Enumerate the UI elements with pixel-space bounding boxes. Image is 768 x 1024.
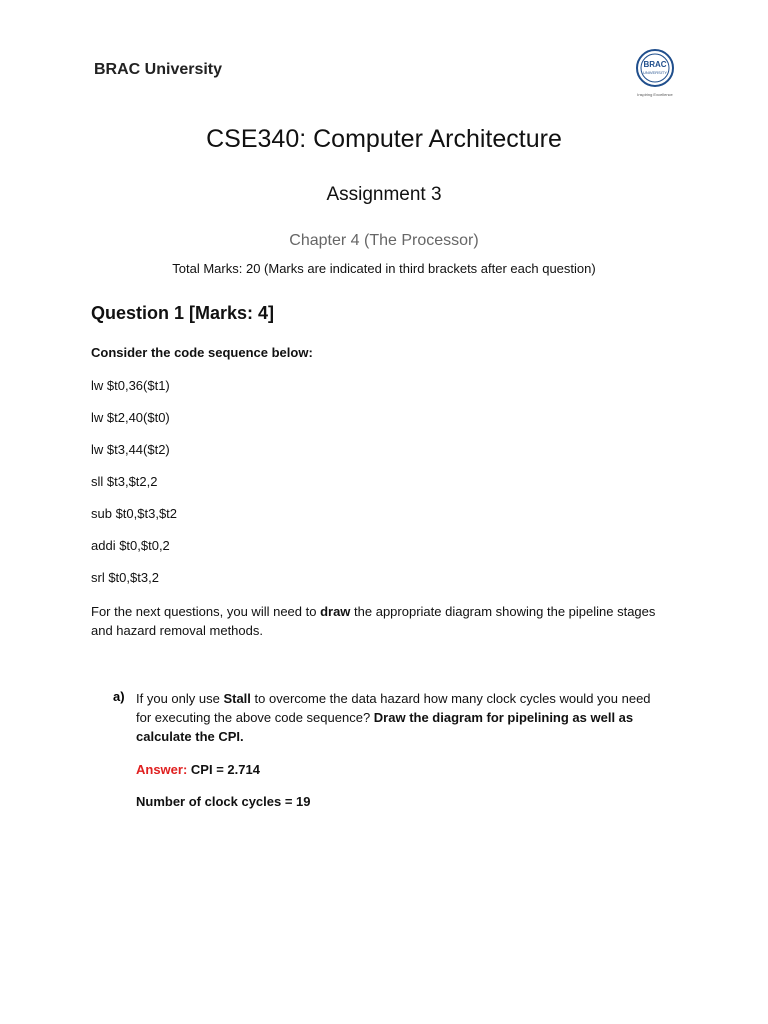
logo-top-text: BRAC [643,60,667,69]
part-a-question [136,689,656,746]
question-intro: Consider the code sequence below: [91,345,313,360]
total-marks: Total Marks: 20 (Marks are indicated in third brackets after each question) [172,261,596,276]
code-line: srl $t0,$t3,2 [91,570,159,585]
code-line: lw $t3,44($t2) [91,442,170,457]
clock-cycles: Number of clock cycles = 19 [136,794,311,809]
instructions-text-rest: the appropriate diagram showing the pipeline stages and hazard removal methods. [91,604,656,638]
code-line: addi $t0,$t0,2 [91,538,170,553]
instructions-paragraph [91,602,671,640]
logo-bottom-text: UNIVERSITY [642,70,668,75]
part-a-bold-instruction: Draw the diagram for pipelining as well as calculate the CPI. [136,710,634,744]
instructions-emphasis: draw [320,604,351,619]
course-title: CSE340: Computer Architecture [206,125,562,153]
code-line: lw $t0,36($t1) [91,378,170,393]
logo-tagline: Inspiring Excellence [637,92,673,97]
part-a-answer [136,762,260,777]
code-line: sll $t3,$t2,2 [91,474,158,489]
part-a-label: a) [113,689,125,704]
university-logo [626,48,684,100]
part-a-text-2: to overcome the data hazard how many clock cycles would you need for executing the above code sequence? [136,691,651,725]
part-a-text: If you only use [136,691,224,706]
code-line: lw $t2,40($t0) [91,410,170,425]
assignment-title: Assignment 3 [326,184,442,205]
answer-value: CPI = 2.714 [187,762,260,777]
answer-label: Answer: [136,762,188,777]
part-a-stall: Stall [223,691,251,706]
code-line: sub $t0,$t3,$t2 [91,506,178,521]
chapter-subtitle: Chapter 4 (The Processor) [289,232,479,249]
university-name: BRAC University [94,61,223,78]
instructions-text: For the next questions, you will need to [91,604,321,619]
question-1-heading: Question 1 [Marks: 4] [91,303,275,323]
